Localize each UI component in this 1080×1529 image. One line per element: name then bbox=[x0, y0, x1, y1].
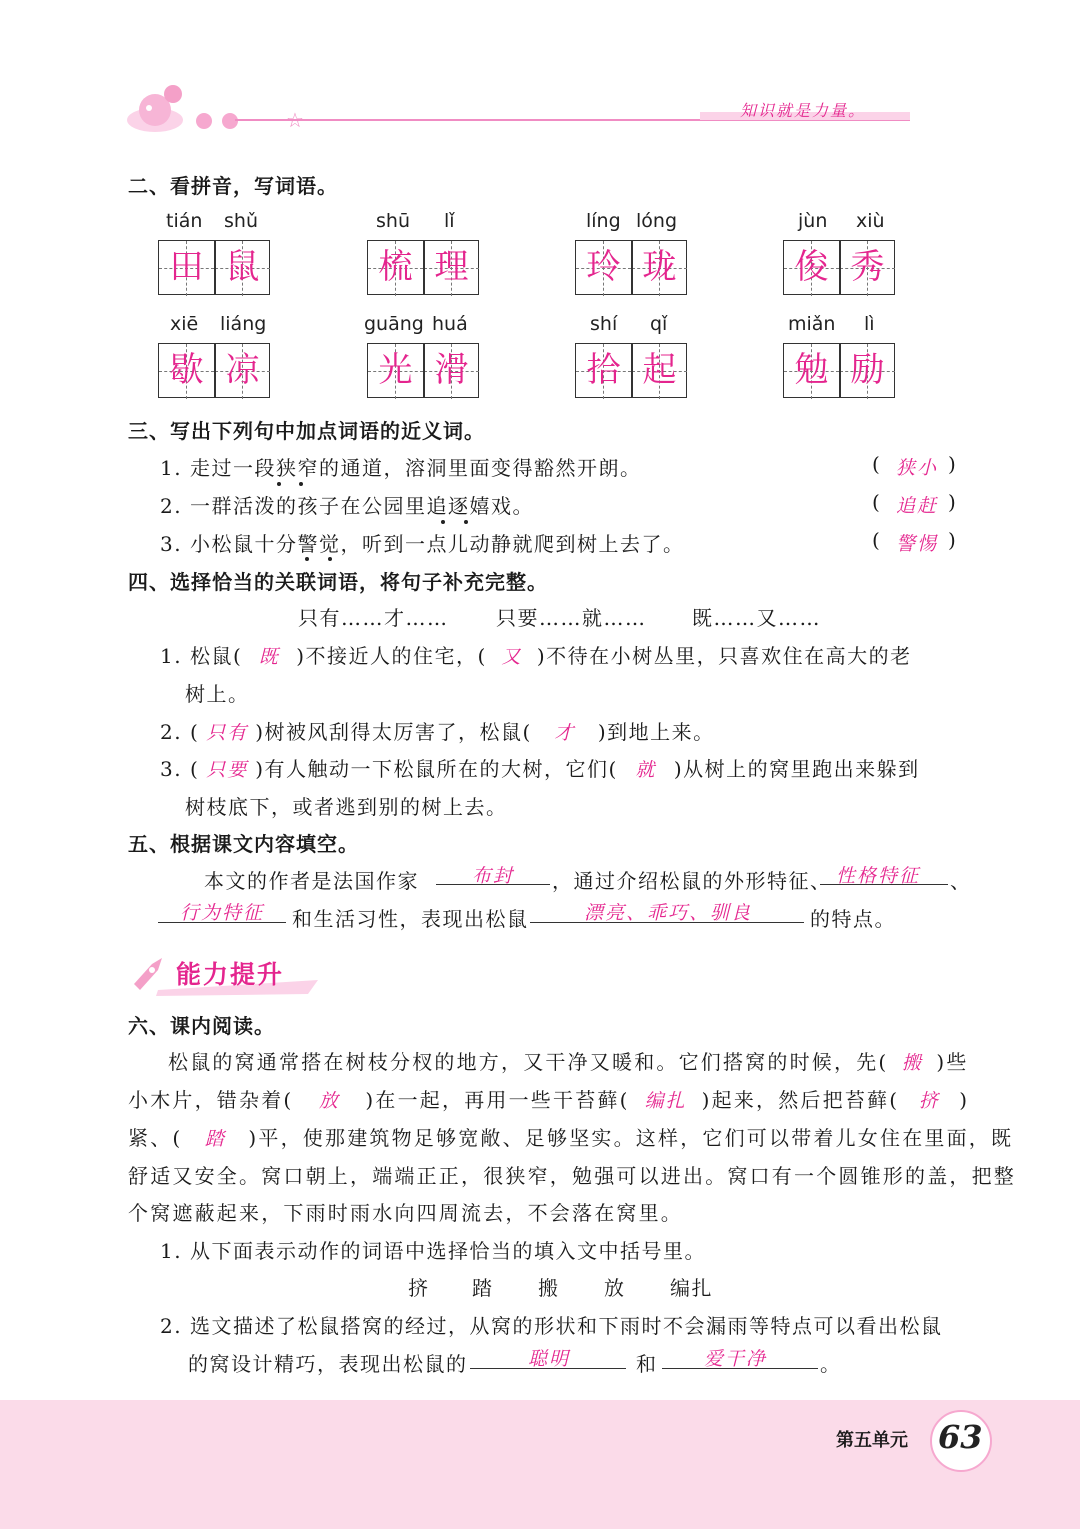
answer-4-1b: 又 bbox=[501, 646, 523, 668]
question-4-3: 3. ( 只要 )有人触动一下松鼠所在的大树，它们( 就 )从树上的窝里跑出来躲到 bbox=[160, 757, 920, 781]
char-box bbox=[367, 240, 479, 295]
page-number: 63 bbox=[938, 1418, 983, 1456]
answer-6-2a: 聪明 bbox=[528, 1348, 571, 1370]
answer-char: 秀 bbox=[850, 247, 885, 287]
option-1: 只有……才…… bbox=[298, 606, 449, 630]
reading-line: 松鼠的窝通常搭在树枝分杈的地方，又干净又暖和。它们搭窝的时候，先( 搬 )些 bbox=[168, 1050, 969, 1074]
section-3-title: 三、写出下列句中加点词语的近义词。 bbox=[128, 419, 485, 443]
question-6-2-cont: 的窝设计精巧，表现出松鼠的 bbox=[188, 1352, 468, 1376]
answer-5-3: 行为特征 bbox=[180, 902, 265, 924]
answer-4-1a: 既 bbox=[258, 646, 280, 668]
pinyin: lì bbox=[864, 313, 875, 335]
answer-bracket: ) bbox=[948, 452, 958, 476]
fill-text: 。 bbox=[820, 1352, 842, 1376]
reading-line: 小木片，错杂着( 放 )在一起，再用一些干苔藓( 编扎 )起来，然后把苔藓( 挤 ) bbox=[128, 1088, 970, 1112]
option-2: 只要……就…… bbox=[496, 606, 647, 630]
header-dot bbox=[196, 113, 212, 129]
answer-char: 光 bbox=[378, 350, 413, 390]
answer-4-3a: 只要 bbox=[206, 759, 249, 781]
pinyin: guāng bbox=[364, 313, 424, 335]
char-box bbox=[158, 343, 270, 398]
answer-char: 起 bbox=[642, 350, 677, 390]
question-3-2: 2. 一群活泼的孩子在公园里追逐嬉戏。 bbox=[160, 494, 534, 518]
fill-text: 和生活习性，表现出松鼠 bbox=[292, 907, 529, 931]
question-6-1: 1. 从下面表示动作的词语中选择恰当的填入文中括号里。 bbox=[160, 1239, 706, 1263]
emphasis-dot bbox=[299, 482, 303, 486]
pinyin: shǔ bbox=[224, 210, 258, 232]
char-box bbox=[783, 240, 895, 295]
pinyin: tián bbox=[166, 210, 203, 232]
answer-char: 玲 bbox=[586, 247, 621, 287]
answer-6-1: 搬 bbox=[901, 1052, 923, 1074]
char-box bbox=[575, 240, 687, 295]
word-option: 挤 bbox=[408, 1276, 430, 1300]
answer-3-2: 追赶 bbox=[896, 495, 939, 517]
answer-char: 凉 bbox=[225, 350, 260, 390]
answer-bracket: ) bbox=[948, 490, 958, 514]
answer-char: 梳 bbox=[378, 247, 413, 287]
emphasis-dot bbox=[305, 557, 309, 561]
section-6-title: 六、课内阅读。 bbox=[128, 1014, 275, 1038]
emphasis-dot bbox=[441, 520, 445, 524]
word-option: 编扎 bbox=[670, 1276, 713, 1300]
answer-char: 珑 bbox=[642, 247, 677, 287]
emphasis-dot bbox=[328, 557, 332, 561]
pinyin: xiē bbox=[170, 313, 199, 335]
answer-char: 滑 bbox=[434, 350, 469, 390]
emphasis-dot bbox=[464, 520, 468, 524]
pinyin: miǎn bbox=[788, 313, 836, 335]
pinyin: liáng bbox=[220, 313, 267, 335]
option-3: 既……又…… bbox=[692, 606, 821, 630]
reading-line: 个窝遮蔽起来，下雨时雨水向四周流去，不会落在窝里。 bbox=[128, 1201, 683, 1225]
char-box bbox=[783, 343, 895, 398]
answer-bracket: ) bbox=[948, 528, 958, 552]
pinyin: jùn bbox=[798, 210, 828, 232]
reading-line: 紧、( 踏 )平，使那建筑物足够宽敞、足够坚实。这样，它们可以带着儿女住在里面，既 bbox=[128, 1126, 1014, 1150]
answer-5-2: 性格特征 bbox=[836, 865, 921, 887]
question-4-3-cont: 树枝底下，或者逃到别的树上去。 bbox=[185, 795, 508, 819]
word-option: 搬 bbox=[538, 1276, 560, 1300]
char-box bbox=[367, 343, 479, 398]
unit-label: 第五单元 bbox=[836, 1430, 908, 1451]
answer-6-4: 挤 bbox=[918, 1090, 940, 1112]
header-slogan: 知识就是力量。 bbox=[740, 101, 867, 120]
banner-title: 能力提升 bbox=[176, 960, 285, 989]
pinyin: lóng bbox=[636, 210, 678, 232]
answer-6-2: 放 bbox=[318, 1090, 340, 1112]
question-4-1-cont: 树上。 bbox=[185, 682, 250, 706]
answer-bracket: ( bbox=[872, 452, 882, 476]
answer-4-3b: 就 bbox=[635, 759, 657, 781]
pinyin: qǐ bbox=[650, 313, 668, 335]
header-dot bbox=[222, 113, 238, 129]
answer-3-3: 警惕 bbox=[896, 533, 939, 555]
question-3-3: 3. 小松鼠十分警觉，听到一点儿动静就爬到树上去了。 bbox=[160, 532, 685, 556]
pinyin: shū bbox=[376, 210, 410, 232]
fill-text: ，通过介绍松鼠的外形特征、 bbox=[552, 869, 832, 893]
answer-char: 鼠 bbox=[225, 247, 260, 287]
fill-text: 、 bbox=[950, 869, 972, 893]
pinyin: xiù bbox=[856, 210, 885, 232]
section-5-title: 五、根据课文内容填空。 bbox=[128, 832, 359, 856]
pinyin: lǐ bbox=[444, 210, 455, 232]
rocket-icon bbox=[130, 955, 168, 993]
reading-line: 舒适又安全。窝口朝上，端端正正，很狭窄，勉强可以进出。窝口有一个圆锥形的盖，把整 bbox=[128, 1164, 1016, 1188]
question-3-1: 1. 走过一段狭窄的通道，溶洞里面变得豁然开朗。 bbox=[160, 456, 642, 480]
answer-char: 理 bbox=[434, 247, 469, 287]
answer-char: 田 bbox=[169, 247, 204, 287]
answer-6-5: 踏 bbox=[204, 1128, 226, 1150]
answer-3-1: 狭小 bbox=[896, 457, 939, 479]
answer-bracket: ( bbox=[872, 528, 882, 552]
answer-char: 歇 bbox=[169, 350, 204, 390]
word-option: 踏 bbox=[472, 1276, 494, 1300]
question-4-2: 2. ( 只有 )树被风刮得太厉害了，松鼠( 才 )到地上来。 bbox=[160, 720, 715, 744]
star-icon: ☆ bbox=[286, 108, 304, 132]
answer-char: 励 bbox=[850, 350, 885, 390]
header-illustration bbox=[125, 82, 190, 134]
fill-text: 和 bbox=[636, 1352, 658, 1376]
section-4-title: 四、选择恰当的关联词语，将句子补充完整。 bbox=[128, 570, 548, 594]
fill-text: 的特点。 bbox=[810, 907, 896, 931]
answer-4-2a: 只有 bbox=[206, 722, 249, 744]
char-box bbox=[158, 240, 270, 295]
char-box bbox=[575, 343, 687, 398]
word-option: 放 bbox=[604, 1276, 626, 1300]
answer-char: 拾 bbox=[586, 350, 621, 390]
answer-5-1: 布封 bbox=[472, 865, 515, 887]
answer-5-4: 漂亮、乖巧、驯良 bbox=[584, 902, 753, 924]
answer-6-3: 编扎 bbox=[644, 1090, 687, 1112]
question-6-2: 2. 选文描述了松鼠搭窝的经过，从窝的形状和下雨时不会漏雨等特点可以看出松鼠 bbox=[160, 1314, 943, 1338]
question-4-1: 1. 松鼠( 既 )不接近人的住宅，( 又 )不待在小树丛里，只喜欢住在高大的老 bbox=[160, 644, 912, 668]
answer-char: 勉 bbox=[794, 350, 829, 390]
pinyin: huá bbox=[432, 313, 468, 335]
section-2-title: 二、看拼音，写词语。 bbox=[128, 174, 338, 198]
answer-6-2b: 爱干净 bbox=[704, 1348, 768, 1370]
pinyin: shí bbox=[590, 313, 618, 335]
fill-text: 本文的作者是法国作家 bbox=[204, 869, 419, 893]
emphasis-dot bbox=[277, 482, 281, 486]
pinyin: líng bbox=[586, 210, 621, 232]
answer-bracket: ( bbox=[872, 490, 882, 514]
answer-4-2b: 才 bbox=[554, 722, 576, 744]
footer bbox=[0, 1400, 1080, 1529]
answer-char: 俊 bbox=[794, 247, 829, 287]
